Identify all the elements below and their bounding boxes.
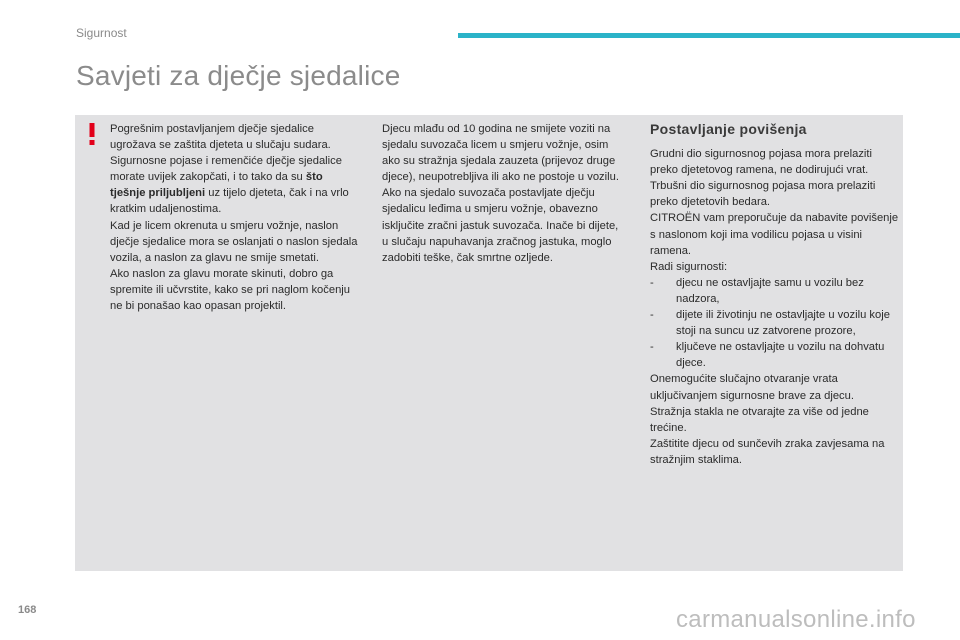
booster-paragraph: CITROËN vam preporučuje da nabavite povišenje s naslonom koji ima vodilicu pojasa u visini ramena. [650, 212, 899, 257]
warning-emphasis: što tješnje priljubljeni [110, 171, 323, 200]
list-item [650, 307, 902, 339]
page-title: Savjeti za dječje sjedalice [76, 60, 401, 91]
list-item [650, 275, 902, 307]
warning-text-end: uz tijelo djeteta, čak i na vrlo kratkim udaljenostima. [110, 187, 349, 216]
list-item-text: djecu ne ostavljajte samu u vozilu bez nadzora, [676, 276, 864, 305]
exclamation-icon [88, 123, 96, 145]
booster-column [650, 121, 902, 468]
booster-paragraph: Stražnja stakla ne otvarajte za više od jedne trećine. [650, 405, 869, 434]
middle-column [382, 121, 626, 266]
list-dash: - [650, 276, 654, 289]
booster-paragraph: Onemogućite slučajno otvaranje vrata uključivanjem sigurnosne brave za djecu. [650, 373, 854, 402]
list-dash: - [650, 309, 654, 322]
warning-paragraph: Kad je licem okrenuta u smjeru vožnje, naslon dječje sjedalice mora se oslanjati o naslon sjedala vozila, a naslon za glavu ne smije smetati. [110, 219, 358, 264]
warning-paragraph [110, 121, 360, 218]
middle-paragraph: Ako na sjedalo suvozača postavljate dječju sjedalicu leđima u smjeru vožnje, obavezno isključite zračni jastuk suvozača. Inače bi dijete, u slučaju napuhavanja zračnog jastuka, moglo zadobiti teške, čak smrtne ozljede. [382, 187, 619, 264]
header-accent-bar [458, 33, 960, 38]
middle-paragraph: Djecu mlađu od 10 godina ne smijete voziti na sjedalu suvozača licem u smjeru vožnje, osim ako su stražnja sjedala zauzeta (prijevoz druge djece), neupotrebljiva ili ako ne postoje u vozilu. [382, 123, 619, 184]
page-number: 168 [18, 604, 37, 616]
list-dash: - [650, 341, 654, 354]
warning-paragraph: Ako naslon za glavu morate skinuti, dobro ga spremite ili učvrstite, kako se pri naglom kočenju ne bi ponašao kao opasan projektil. [110, 267, 351, 313]
watermark: carmanualsonline.info [676, 606, 916, 633]
booster-paragraph: Zaštitite djecu od sunčevih zraka zavjesama na stražnjim staklima. [650, 437, 885, 466]
warning-text: Pogrešnim postavljanjem dječje sjedalice ugrožava se zaštita djeteta u slučaju sudara. Sigurnosne pojase i remenčiće dječje sjedalice morate uvijek zakopčati, i to tako da su [110, 123, 342, 184]
list-item [650, 339, 902, 371]
booster-paragraph: Trbušni dio sigurnosnog pojasa mora prelaziti preko djetetovih bedara. [650, 180, 876, 209]
section-label: Sigurnost [76, 26, 127, 40]
booster-paragraph: Grudni dio sigurnosnog pojasa mora prelaziti preko djetetovog ramena, ne dodirujući vrat. [650, 148, 873, 177]
list-item-text: ključeve ne ostavljajte u vozilu na dohvatu djece. [676, 341, 885, 370]
list-item-text: dijete ili životinju ne ostavljajte u vozilu koje stoji na suncu uz zatvorene prozore, [676, 309, 890, 338]
booster-heading: Postavljanje povišenja [650, 121, 807, 137]
warning-column [110, 121, 360, 314]
safety-label: Radi sigurnosti: [650, 260, 728, 273]
